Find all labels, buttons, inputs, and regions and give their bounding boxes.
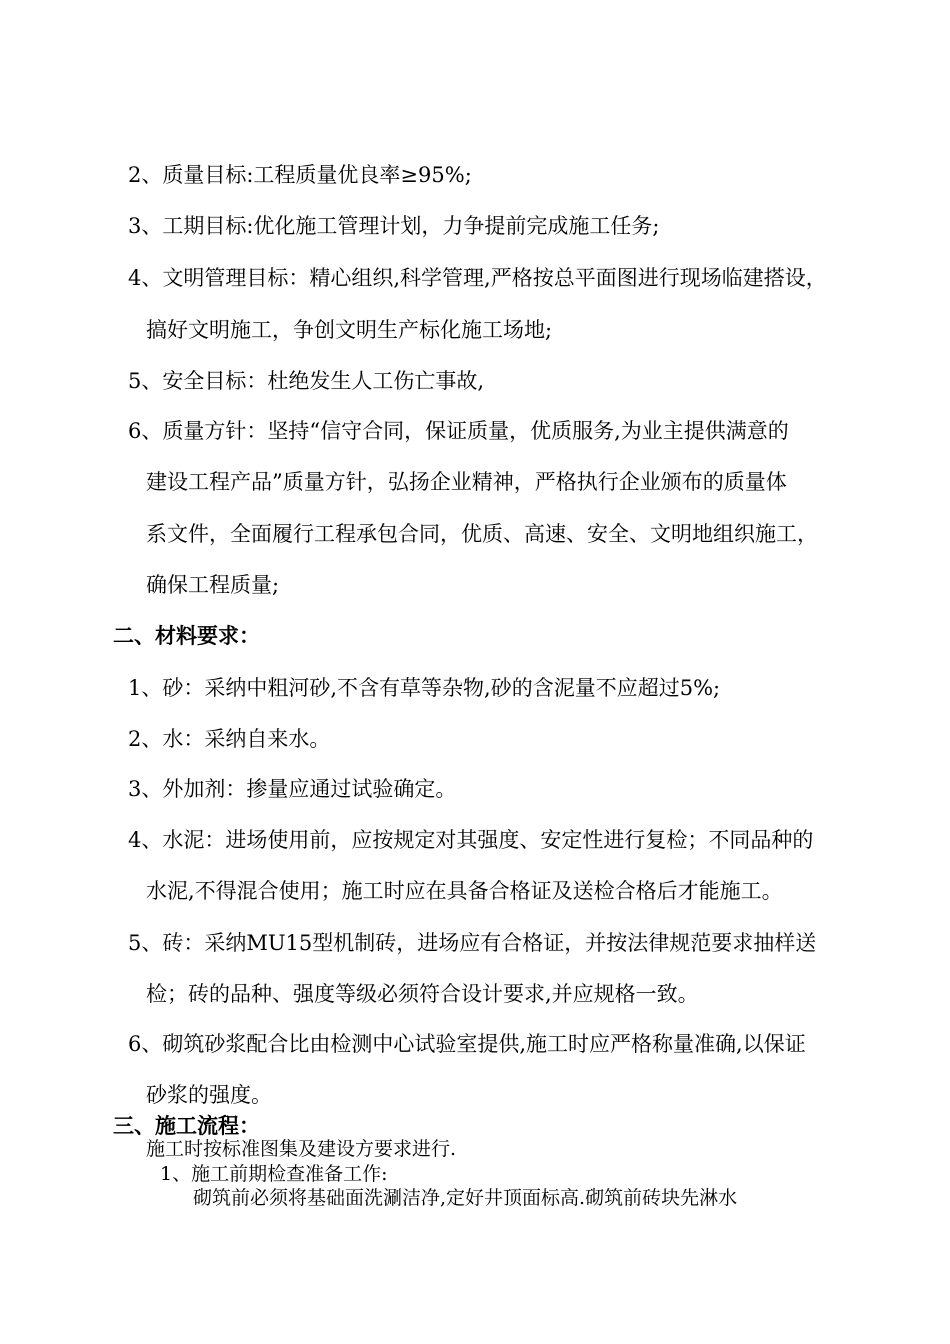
quality-policy-line-1: 6、质量方针：坚持“信守合同，保证质量，优质服务,为业主提供满意的 (128, 419, 789, 443)
material-water: 2、水：采纳自来水。 (128, 727, 331, 751)
process-intro: 施工时按标准图集及建设方要求进行. (146, 1138, 457, 1160)
process-step-1-title: 1、施工前期检查准备工作: (160, 1163, 388, 1185)
quality-policy-line-3: 系文件，全面履行工程承包合同，优质、高速、安全、文明地组织施工， (146, 522, 818, 546)
material-admixture: 3、外加剂：掺量应通过试验确定。 (128, 777, 457, 801)
section-heading-process: 三、施工流程： (113, 1114, 260, 1138)
safety-goal: 5、安全目标：杜绝发生人工伤亡事故, (128, 369, 485, 393)
material-sand: 1、砂：采纳中粗河砂,不含有草等杂物,砂的含泥量不应超过5%; (128, 676, 721, 700)
material-cement-line-1: 4、水泥：进场使用前，应按规定对其强度、安定性进行复检；不同品种的 (128, 828, 814, 852)
material-brick-line-2: 检；砖的品种、强度等级必须符合设计要求,并应规格一致。 (146, 982, 699, 1006)
material-mortar-line-1: 6、砌筑砂浆配合比由检测中心试验室提供,施工时应严格称量准确,以保证 (128, 1032, 806, 1056)
material-cement-line-2: 水泥,不得混合使用；施工时应在具备合格证及送检合格后才能施工。 (146, 879, 783, 903)
material-mortar-line-2: 砂浆的强度。 (146, 1083, 272, 1107)
material-brick-line-1: 5、砖：采纳MU15型机制砖，进场应有合格证，并按法律规范要求抽样送 (128, 931, 817, 955)
quality-policy-line-2: 建设工程产品”质量方针，弘扬企业精神，严格执行企业颁布的质量体 (146, 470, 787, 494)
process-step-1-text: 砌筑前必须将基础面洗涮洁净,定好井顶面标高.砌筑前砖块先淋水 (193, 1187, 738, 1209)
quality-goal: 2、质量目标:工程质量优良率≥95%; (128, 163, 472, 187)
civilized-goal-line-1: 4、文明管理目标：精心组织,科学管理,严格按总平面图进行现场临建搭设， (128, 266, 827, 290)
schedule-goal: 3、工期目标:优化施工管理计划，力争提前完成施工任务; (128, 214, 660, 238)
civilized-goal-line-2: 搞好文明施工，争创文明生产标化施工场地; (146, 318, 553, 342)
quality-policy-line-4: 确保工程质量; (146, 573, 280, 597)
section-heading-materials: 二、材料要求： (113, 624, 260, 648)
